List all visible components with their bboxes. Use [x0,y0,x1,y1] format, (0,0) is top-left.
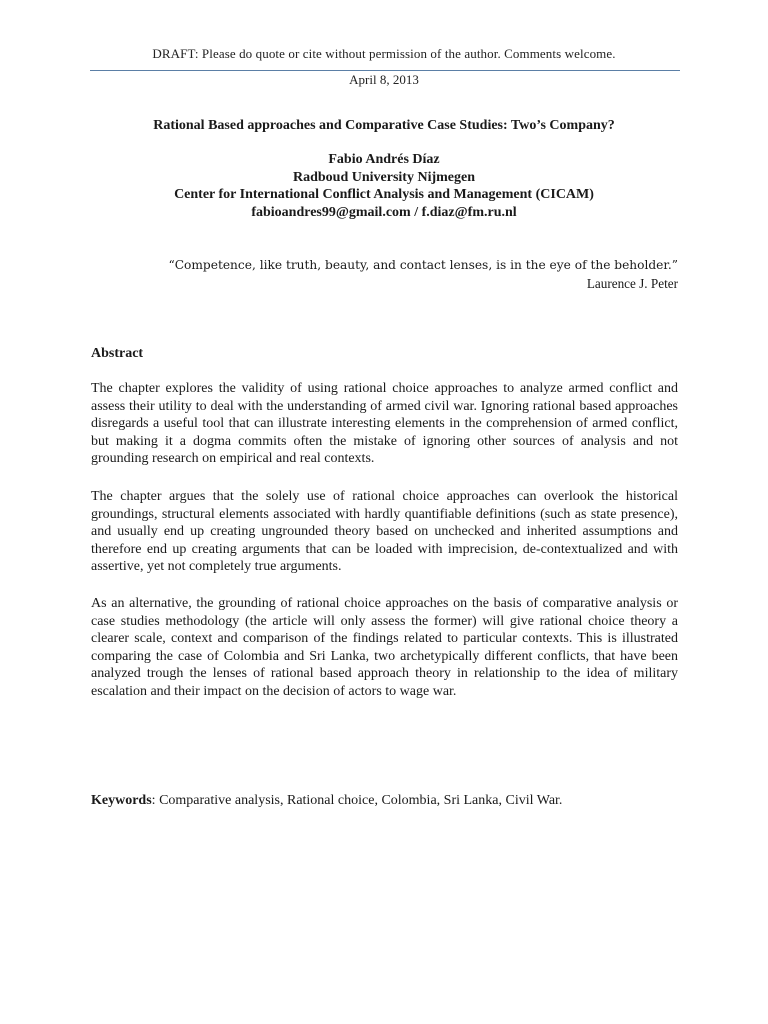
epigraph-attribution: Laurence J. Peter [586,275,678,291]
author-block [0,151,768,221]
header-divider [90,70,680,71]
author-emails: fabioandres99@gmail.com / f.diaz@fm.ru.nl [251,204,517,220]
abstract-paragraph: The chapter argues that the solely use of rational choice approaches can overlook the historical groundings, structural elements associated with hardly quantifiable definitions (such as state presence), and usually end up creating ungrounded theory based on unchecked and inherited assumptions and therefore end up creating arguments that can be loaded with imprecision, de-contextualized and with assertive, yet not completely true arguments. [91,489,678,574]
draft-notice: DRAFT: Please do quote or cite without permission of the author. Comments welcome. [152,46,616,61]
abstract-heading: Abstract [91,346,144,361]
keywords-separator: : [151,793,160,808]
author-center: Center for International Conflict Analysis and Management (CICAM) [174,187,594,202]
abstract-paragraph: As an alternative, the grounding of rational choice approaches on the basis of comparative analysis or case studies methodology (the article will only assess the former) will give rational choice theory a clearer scale, context and comparison of the findings related to particular contexts. This is illustrated comparing the case of Colombia and Sri Lanka, two archetypically different conflicts, that have been analyzed trough the lenses of rational based approach theory in relationship to the idea of military escalation and their impact on the decision of actors to wage war. [91,596,678,699]
abstract-paragraph: The chapter explores the validity of using rational choice approaches to analyze armed conflict and assess their utility to deal with the understanding of armed civil war. Ignoring rational based approaches disregards a useful tool that can illustrate interesting elements in the comprehension of armed conflict, but making it a dogma commits often the mistake of ignoring other sources of analysis and not grounding research on empirical and real contexts. [91,381,678,466]
keywords-label: Keywords [91,793,152,808]
paper-title: Rational Based approaches and Comparative Case Studies: Two’s Company? [153,118,615,133]
author-university: Radboud University Nijmegen [292,169,475,185]
epigraph-quote: “Competence, like truth, beauty, and contact lenses, is in the eye of the beholder.” [168,258,678,272]
epigraph [168,257,678,292]
author-name: Fabio Andrés Díaz [328,152,440,167]
document-date: April 8, 2013 [349,72,419,87]
keywords-text: Comparative analysis, Rational choice, Colombia, Sri Lanka, Civil War. [159,793,563,808]
keywords-line [91,792,562,810]
